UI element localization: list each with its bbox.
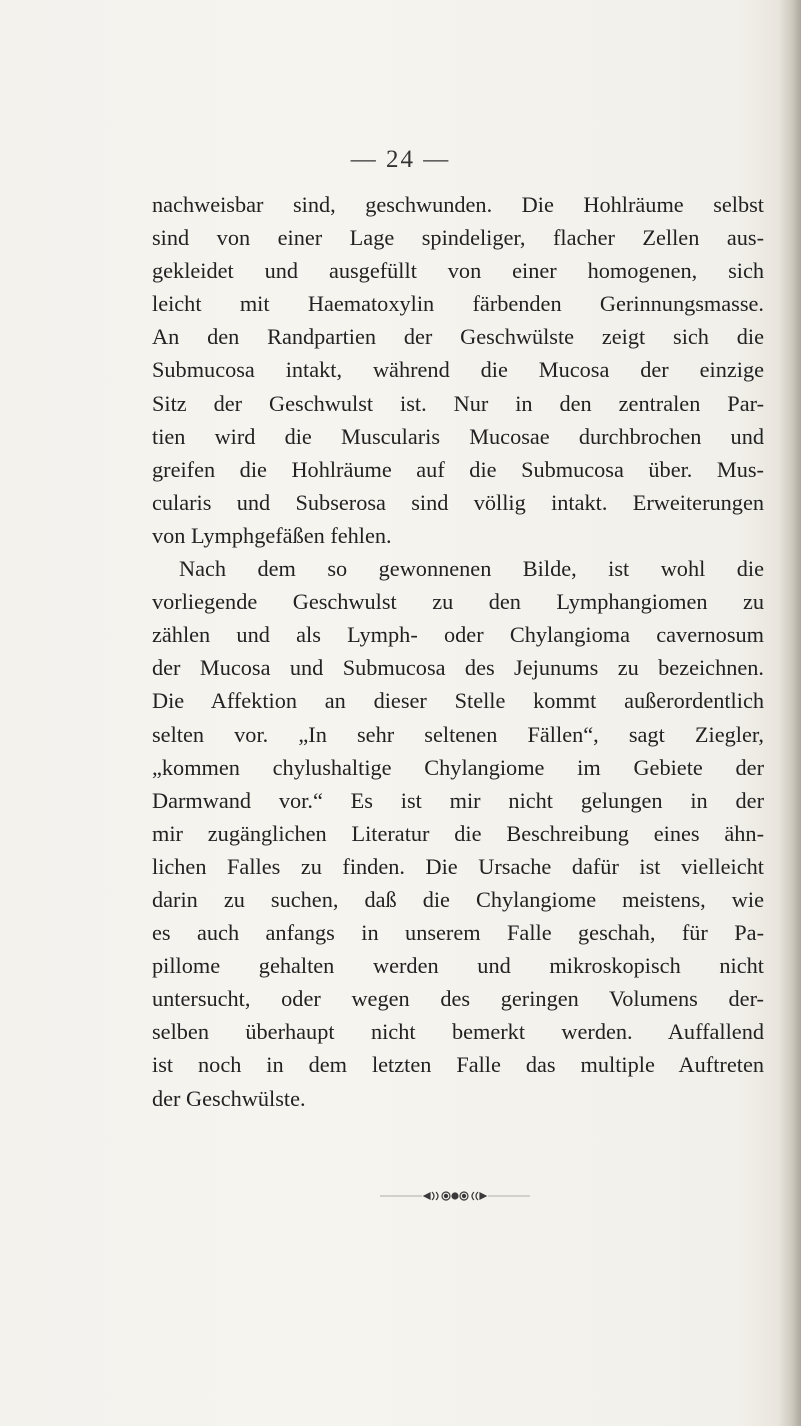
- paragraph-2: [152, 552, 792, 1115]
- paragraph-1: [152, 188, 792, 552]
- text-line: Submucosa intakt, während die Mucosa der einzige: [152, 357, 764, 383]
- text-line: gekleidet und ausgefüllt von einer homogenen, sich: [152, 258, 764, 284]
- text-line: es auch anfangs in unserem Falle geschah, für Pa-: [152, 920, 764, 946]
- body-text: [152, 188, 792, 1115]
- text-line: Sitz der Geschwulst ist. Nur in den zentralen Par-: [152, 390, 764, 416]
- page-number: — 24 —: [350, 146, 451, 173]
- scan-shadow-edge: [779, 0, 801, 1426]
- text-line: vorliegende Geschwulst zu den Lymphangiomen zu: [152, 589, 764, 615]
- text-line: mir zugänglichen Literatur die Beschreibung eines ähn-: [152, 820, 764, 846]
- text-line: pillome gehalten werden und mikroskopisch nicht: [152, 953, 764, 979]
- text-line: der Geschwülste.: [152, 1085, 306, 1111]
- text-line: Die Affektion an dieser Stelle kommt außerordentlich: [152, 688, 764, 714]
- text-line: tien wird die Muscularis Mucosae durchbrochen und: [152, 423, 764, 449]
- text-line: lichen Falles zu finden. Die Ursache dafür ist vielleicht: [152, 853, 764, 879]
- text-line: cularis und Subserosa sind völlig intakt. Erweiterungen: [152, 489, 764, 515]
- text-line: zählen und als Lymph- oder Chylangioma cavernosum: [152, 622, 764, 648]
- text-line: Nach dem so gewonnenen Bilde, ist wohl die: [179, 556, 764, 582]
- text-line: selten vor. „In sehr seltenen Fällen“, sagt Ziegler,: [152, 721, 764, 747]
- text-line: An den Randpartien der Geschwülste zeigt sich die: [152, 324, 764, 350]
- text-line: nachweisbar sind, geschwunden. Die Hohlräume selbst: [152, 192, 764, 217]
- text-line: leicht mit Haematoxylin färbenden Gerinnungsmasse.: [152, 291, 764, 317]
- text-line: greifen die Hohlräume auf die Submucosa über. Mus-: [152, 456, 764, 482]
- text-line: ist noch in dem letzten Falle das multiple Auftreten: [152, 1052, 764, 1078]
- text-line: selben überhaupt nicht bemerkt werden. Auffallend: [152, 1019, 764, 1045]
- text-line: untersucht, oder wegen des geringen Volumens der-: [152, 986, 764, 1012]
- text-line: sind von einer Lage spindeliger, flacher Zellen aus-: [152, 225, 764, 251]
- text-line: Darmwand vor.“ Es ist mir nicht gelungen in der: [152, 787, 764, 813]
- text-line: der Mucosa und Submucosa des Jejunums zu bezeichnen.: [152, 655, 764, 681]
- end-ornament-icon: [380, 1189, 530, 1203]
- text-line: von Lymphgefäßen fehlen.: [152, 522, 392, 548]
- text-line: darin zu suchen, daß die Chylangiome meistens, wie: [152, 886, 764, 912]
- text-line: „kommen chylushaltige Chylangiome im Gebiete der: [152, 754, 764, 780]
